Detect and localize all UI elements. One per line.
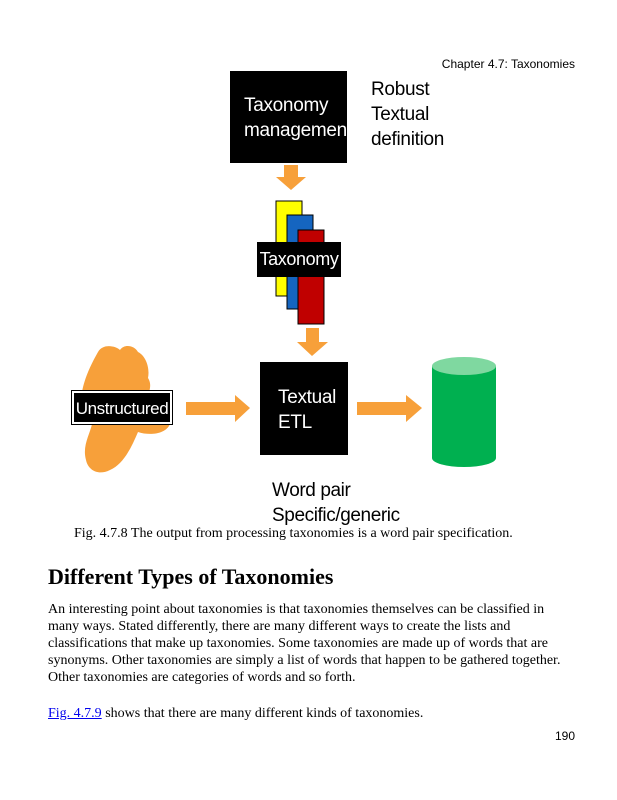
textual-etl-line2: ETL: [278, 412, 312, 433]
body-paragraph-1: An interesting point about taxonomies is that taxonomies themselves can be classified in many ways. Stated differently, there are many different ways to create the lists and classifications that make up taxonomies. Some taxonomies are made up of words that are synonyms. Other taxonomies are simply a list of words that happen to be gathered together. Other taxonomies are categories of words and so forth.: [48, 602, 561, 685]
robust-line3: definition: [371, 129, 445, 150]
taxonomy-label: Taxonomy: [257, 242, 341, 277]
arrow-right-2: [357, 395, 422, 422]
arrow-down-2: [297, 328, 328, 356]
arrow-down-1: [276, 165, 306, 190]
word-pair-line2: Specific/generic: [272, 505, 400, 526]
robust-line1: Robust: [371, 79, 430, 100]
arrow-right-1: [186, 395, 250, 422]
running-head: Chapter 4.7: Taxonomies: [441, 57, 575, 71]
textual-etl-line1: Textual: [278, 387, 337, 408]
taxonomy-management-line2: management: [244, 120, 352, 141]
textual-etl-box: [260, 362, 348, 455]
taxonomy-management-box: [230, 71, 352, 163]
unstructured-label: Unstructured: [72, 391, 172, 424]
taxonomy-management-line1: Taxonomy: [244, 95, 329, 116]
word-pair-label: [272, 478, 400, 528]
word-pair-line1: Word pair: [272, 480, 351, 501]
robust-textual-definition: [371, 77, 444, 152]
database-cylinder-icon: [432, 357, 496, 467]
figure-caption: Fig. 4.7.8 The output from processing taxonomies is a word pair specification.: [74, 526, 513, 541]
robust-line2: Textual: [371, 104, 430, 125]
body-paragraph-2: [48, 705, 576, 722]
section-heading: Different Types of Taxonomies: [48, 564, 334, 589]
page-number: 190: [554, 729, 575, 743]
figure-reference-link[interactable]: Fig. 4.7.9: [48, 706, 102, 721]
body-paragraph-2-text: shows that there are many different kinds of taxonomies.: [101, 706, 424, 721]
